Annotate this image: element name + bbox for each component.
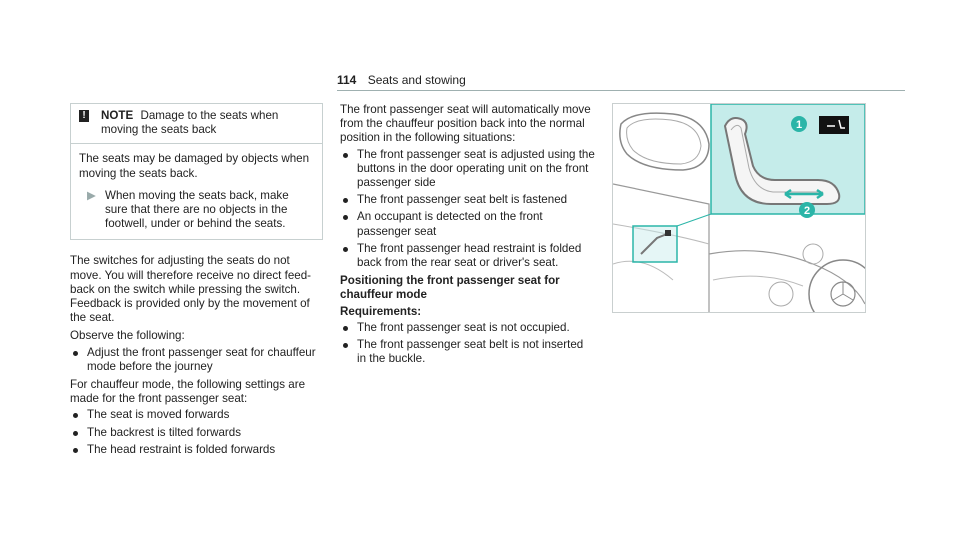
- settings-list: [70, 408, 323, 457]
- page-number: 114: [337, 73, 357, 87]
- requirements-label: Requirements:: [340, 304, 422, 318]
- note-body: The seats may be damaged by objects when moving the seats back.: [79, 152, 310, 180]
- list-item: The front passenger head restraint is folded back from the rear seat or driver's seat.: [340, 242, 595, 270]
- bullet-icon: [343, 247, 348, 252]
- section-title: Seats and stowing: [367, 73, 466, 87]
- illustration-svg: [613, 104, 865, 312]
- door-switch-illustration: [612, 103, 866, 313]
- list-item: The seat is moved forwards: [70, 408, 323, 422]
- vent-icon: [803, 244, 823, 264]
- note-title: NOTE: [101, 109, 134, 122]
- list-item: The front passenger seat belt is not inserted in the buckle.: [340, 338, 595, 366]
- mirror-outline: [620, 113, 709, 170]
- list-item: Adjust the front passenger seat for chauffeur mode before the journey: [70, 346, 323, 374]
- column-left: [70, 103, 323, 461]
- list-item: The front passenger seat is not occupied.: [340, 321, 595, 335]
- arrow-right-icon: ▶: [87, 188, 96, 202]
- bullet-icon: [343, 215, 348, 220]
- note-title-text: Damage to the seats when moving the seats back: [101, 109, 279, 137]
- bullet-icon: [343, 326, 348, 331]
- bullet-icon: [73, 351, 78, 356]
- warning-icon: !: [79, 110, 89, 122]
- observe-label: Observe the following:: [70, 329, 185, 343]
- list-item: The front passenger seat belt is fastened: [340, 193, 595, 207]
- list-item: An occupant is detected on the front passenger seat: [340, 210, 595, 238]
- chauffeur-intro: For chauffeur mode, the following settings are made for the front passenger seat:: [70, 378, 306, 406]
- seat-symbol-icon: [819, 116, 849, 134]
- bullet-icon: [343, 198, 348, 203]
- svg-text:1: 1: [795, 119, 803, 131]
- switch-feedback-paragraph: The switches for adjusting the seats do not move. You will therefore receive no direct feed-back on the switch while pressing the switch. Feedback is provided only by the movement of the seat.: [70, 254, 312, 325]
- inset-connector: [677, 214, 711, 226]
- bullet-icon: [343, 153, 348, 158]
- requirements-list: [340, 321, 595, 367]
- header-divider: [337, 90, 905, 91]
- column-middle: [340, 103, 595, 370]
- list-item: The backrest is tilted forwards: [70, 426, 323, 440]
- svg-text:2: 2: [803, 205, 811, 217]
- note-step: [79, 189, 314, 232]
- situations-list: [340, 148, 595, 271]
- vent-icon: [769, 282, 793, 306]
- mirror-glass: [627, 119, 701, 164]
- observe-list: [70, 346, 323, 374]
- note-step-text: When moving the seats back, make sure that there are no objects in the footwell, under or behind the seats.: [105, 188, 289, 231]
- auto-move-intro: The front passenger seat will automatically move from the chauffeur position back into the normal position in the following situations:: [340, 103, 591, 145]
- note-box: [70, 103, 323, 240]
- bullet-icon: [73, 431, 78, 436]
- section-heading: Positioning the front passenger seat for chauffeur mode: [340, 274, 560, 302]
- bullet-icon: [343, 343, 348, 348]
- list-item: The front passenger seat is adjusted using the buttons in the door operating unit on the front passenger side: [340, 148, 595, 191]
- list-item: The head restraint is folded forwards: [70, 443, 323, 457]
- bullet-icon: [73, 413, 78, 418]
- note-header: [71, 104, 322, 144]
- bullet-icon: [73, 448, 78, 453]
